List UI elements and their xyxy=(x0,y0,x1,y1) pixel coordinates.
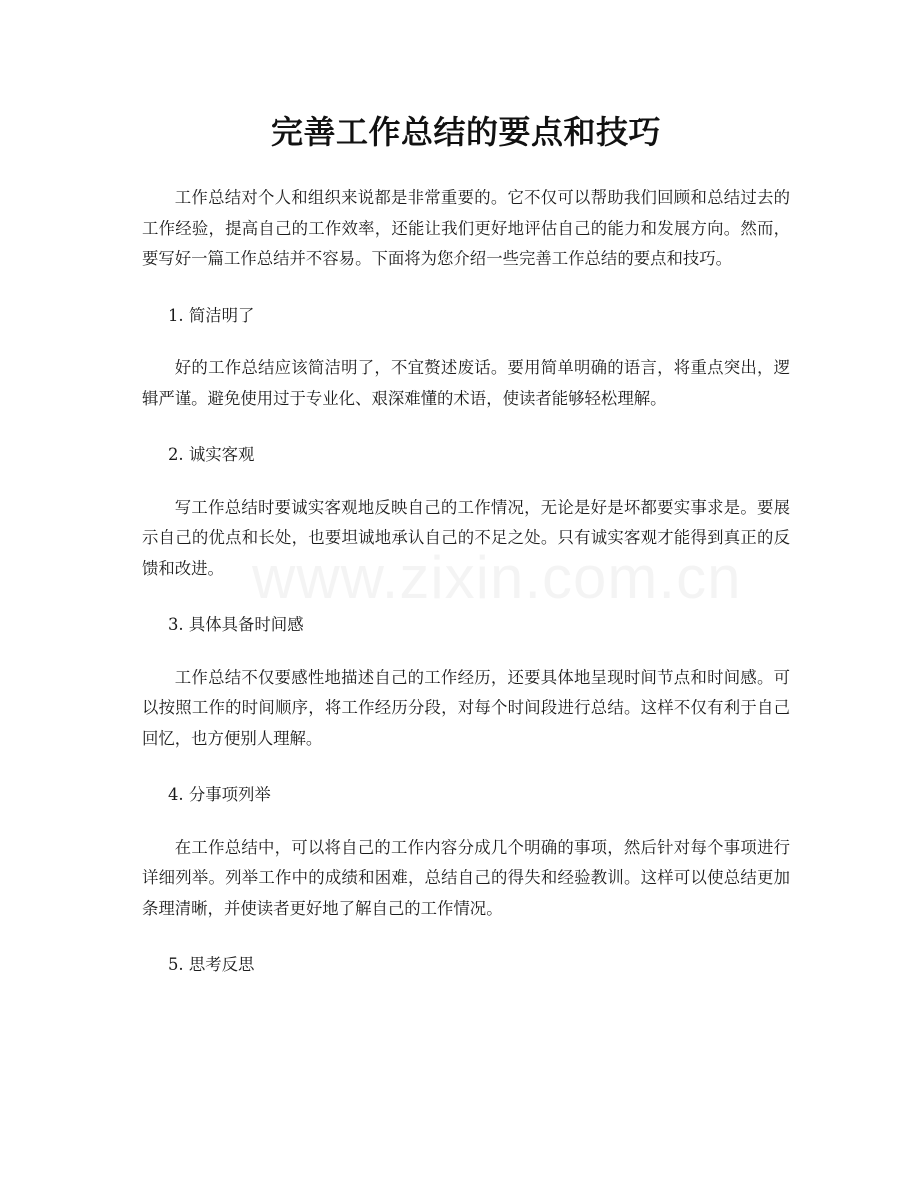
section-heading: 3. 具体具备时间感 xyxy=(168,615,304,634)
section-paragraph: 写工作总结时要诚实客观地反映自己的工作情况，无论是好是坏都要实事求是。要展示自己的优点和长处，也要坦诚地承认自己的不足之处。只有诚实客观才能得到真正的反馈和改进。 xyxy=(142,497,790,578)
section-paragraph: 在工作总结中，可以将自己的工作内容分成几个明确的事项，然后针对每个事项进行详细列举。列举工作中的成绩和困难，总结自己的得失和经验教训。这样可以使总结更加条理清晰，并使读者更好地了解自己的工作情况。 xyxy=(142,837,790,918)
section-3 xyxy=(142,610,790,754)
section-paragraph: 工作总结不仅要感性地描述自己的工作经历，还要具体地呈现时间节点和时间感。可以按照工作的时间顺序，将工作经历分段，对每个时间段进行总结。这样不仅有利于自己回忆，也方便别人理解。 xyxy=(142,667,790,748)
section-heading: 1. 简洁明了 xyxy=(168,305,255,325)
section-1 xyxy=(142,301,790,415)
intro-paragraph: 工作总结对个人和组织来说都是非常重要的。它不仅可以帮助我们回顾和总结过去的工作经验，提高自己的工作效率，还能让我们更好地评估自己的能力和发展方向。然而，要写好一篇工作总结并不容易。下面将为您介绍一些完善工作总结的要点和技巧。 xyxy=(142,188,790,268)
document-body xyxy=(142,183,790,981)
section-heading: 4. 分事项列举 xyxy=(168,785,271,804)
section-heading: 2. 诚实客观 xyxy=(168,445,255,464)
document-title: 完善工作总结的要点和技巧 xyxy=(270,113,661,151)
section-2 xyxy=(142,440,790,584)
section-paragraph: 好的工作总结应该简洁明了，不宜赘述废话。要用简单明确的语言，将重点突出，逻辑严谨。避免使用过于专业化、艰深难懂的术语，使读者能够轻松理解。 xyxy=(142,358,790,408)
section-5 xyxy=(142,950,790,981)
section-heading: 5. 思考反思 xyxy=(168,955,255,974)
section-4 xyxy=(142,780,790,924)
